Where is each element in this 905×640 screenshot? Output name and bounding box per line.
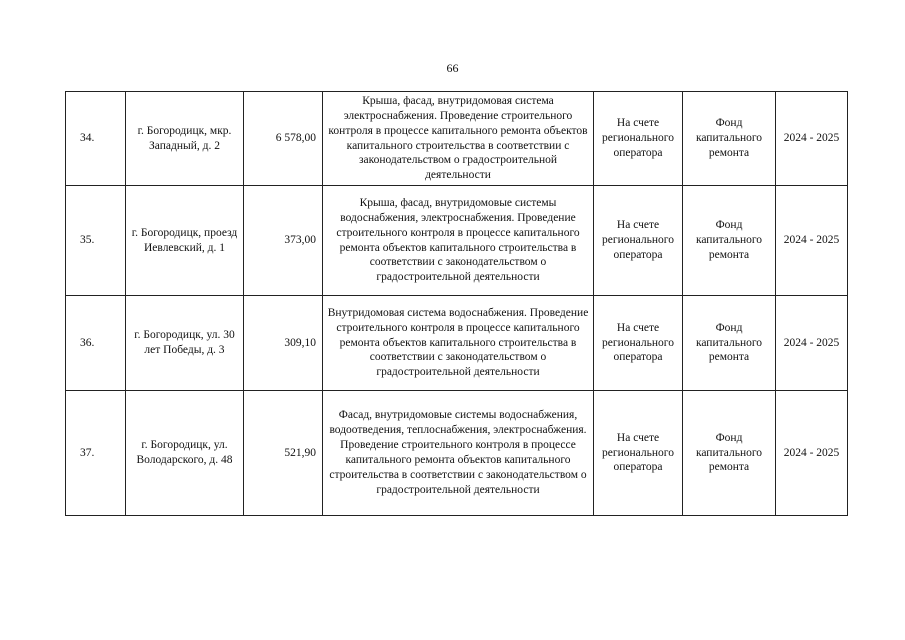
account-cell: На счете регионального оператора xyxy=(594,92,683,186)
account-cell: На счете регионального оператора xyxy=(594,391,683,516)
address-cell: г. Богородицк, проезд Иевлевский, д. 1 xyxy=(126,186,244,296)
works-cell: Фасад, внутридомовые системы водоснабжения, водоотведения, теплоснабжения, электроснабжения. Проведение строительного контроля в процессе капитального ремонта объектов капитального строительства в соответствии с законодательством о градостроительной деятельности xyxy=(323,391,594,516)
address-cell: г. Богородицк, мкр. Западный, д. 2 xyxy=(126,92,244,186)
cost-cell: 6 578,00 xyxy=(244,92,323,186)
address-cell: г. Богородицк, ул. Володарского, д. 48 xyxy=(126,391,244,516)
works-cell: Крыша, фасад, внутридомовая система электроснабжения. Проведение строительного контроля в процессе капитального ремонта объектов капитального строительства в соответствии с законодательством о градостроительной деятельности xyxy=(323,92,594,186)
cost-cell: 373,00 xyxy=(244,186,323,296)
table-row xyxy=(66,391,848,516)
works-cell: Внутридомовая система водоснабжения. Проведение строительного контроля в процессе капитального ремонта объектов капитального строительства в соответствии с законодательством о градостроительной деятельности xyxy=(323,296,594,391)
funding-source-cell: Фонд капитального ремонта xyxy=(683,186,776,296)
works-cell: Крыша, фасад, внутридомовые системы водоснабжения, электроснабжения. Проведение строительного контроля в процессе капитального ремонта объектов капитального строительства в соответствии с законодательством о градостроительной деятельности xyxy=(323,186,594,296)
row-number: 37. xyxy=(66,391,126,516)
years-cell: 2024 - 2025 xyxy=(776,92,848,186)
funding-source-cell: Фонд капитального ремонта xyxy=(683,391,776,516)
account-cell: На счете регионального оператора xyxy=(594,186,683,296)
row-number: 36. xyxy=(66,296,126,391)
row-number: 34. xyxy=(66,92,126,186)
capital-repair-table xyxy=(65,91,848,516)
years-cell: 2024 - 2025 xyxy=(776,186,848,296)
years-cell: 2024 - 2025 xyxy=(776,391,848,516)
cost-cell: 521,90 xyxy=(244,391,323,516)
funding-source-cell: Фонд капитального ремонта xyxy=(683,296,776,391)
funding-source-cell: Фонд капитального ремонта xyxy=(683,92,776,186)
cost-cell: 309,10 xyxy=(244,296,323,391)
address-cell: г. Богородицк, ул. 30 лет Победы, д. 3 xyxy=(126,296,244,391)
years-cell: 2024 - 2025 xyxy=(776,296,848,391)
table-row xyxy=(66,186,848,296)
table-row xyxy=(66,296,848,391)
page-number: 66 xyxy=(446,61,459,75)
row-number: 35. xyxy=(66,186,126,296)
table-row xyxy=(66,92,848,186)
account-cell: На счете регионального оператора xyxy=(594,296,683,391)
